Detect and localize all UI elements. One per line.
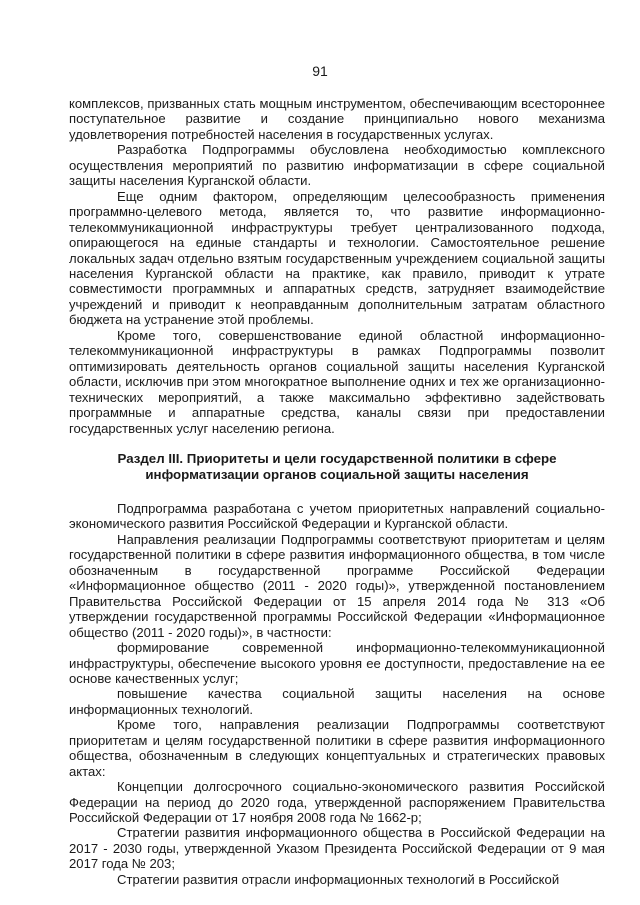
paragraph: Кроме того, направления реализации Подпрограммы соответствуют приоритетам и целям государственной политики в сфере развития информационного общества, обозначенным в следующих концептуальных и стратегических правовых актах: xyxy=(69,717,605,779)
document-body xyxy=(69,96,605,887)
paragraph-continuation: комплексов, призванных стать мощным инструментом, обеспечивающим всестороннее поступательное развитие и создание принципиально нового механизма удовлетворения потребностей населения в государственных услугах. xyxy=(69,96,605,142)
list-item: Стратегии развития информационного общества в Российской Федерации на 2017 - 2030 годы, утвержденной Указом Президента Российской Федерации от 9 мая 2017 года № 203; xyxy=(69,825,605,872)
paragraph: Подпрограмма разработана с учетом приоритетных направлений социально-экономического развития Российской Федерации и Курганской области. xyxy=(69,500,605,532)
list-item: Стратегии развития отрасли информационных технологий в Российской xyxy=(117,871,560,887)
section-heading-line: Раздел III. Приоритеты и цели государственной политики в сфере xyxy=(117,450,557,466)
list-item: формирование современной информационно-телекоммуникационной инфраструктуры, обеспечение высокого уровня ее доступности, предоставление на ее основе качественных услуг; xyxy=(69,640,605,686)
paragraph: Еще одним фактором, определяющим целесообразность применения программно-целевого метода, является то, что развитие информационно-телекоммуникационной инфраструктуры требует централизованного подхода, опирающегося на единые стандарты и технологии. Самостоятельное решение локальных задач отдельно взятым государственным учреждением социальной защиты населения Курганской области на практике, как правило, приводит к утрате совместимости программных и аппаратных средств, затрудняет взаимодействие учреждений и приводит к неоправданным дополнительным затратам областного бюджета на устранение этой проблемы. xyxy=(69,188,605,328)
page-number: 91 xyxy=(312,63,328,79)
paragraph: Кроме того, совершенствование единой областной информационно-телекоммуникационной инфраструктуры в рамках Подпрограммы позволит оптимизировать деятельность органов социальной защиты населения Курганской области, исключив при этом многократное выполнение одних и тех же организационно-технических мероприятий, а также максимально эффективно задействовать программные и аппаратные средства, каналы связи при предоставлении государственных услуг населению региона. xyxy=(69,327,605,436)
list-item: повышение качества социальной защиты населения на основе информационных технологий. xyxy=(69,686,605,717)
list-item: Концепции долгосрочного социально-экономического развития Российской Федерации на период до 2020 года, утвержденной распоряжением Правительства Российской Федерации от 17 ноября 2008 года № 1662-р; xyxy=(69,779,605,826)
paragraph: Разработка Подпрограммы обусловлена необходимостью комплексного осуществления мероприятий по развитию информатизации в сфере социальной защиты населения Курганской области. xyxy=(69,142,605,189)
section-heading xyxy=(69,451,605,483)
paragraph: Направления реализации Подпрограммы соответствуют приоритетам и целям государственной политики в сфере развития информационного общества, в том числе обозначенным в государственной программе Российской Федерации «Информационное общество (2011 - 2020 годы)», утвержденной постановлением Правительства Российской Федерации от 15 апреля 2014 года № 313 «Об утверждении государственной программы Российской Федерации «Информационное общество (2011 - 2020 годы)», в частности: xyxy=(69,531,605,640)
section-heading-line: информатизации органов социальной защиты населения xyxy=(145,466,529,482)
